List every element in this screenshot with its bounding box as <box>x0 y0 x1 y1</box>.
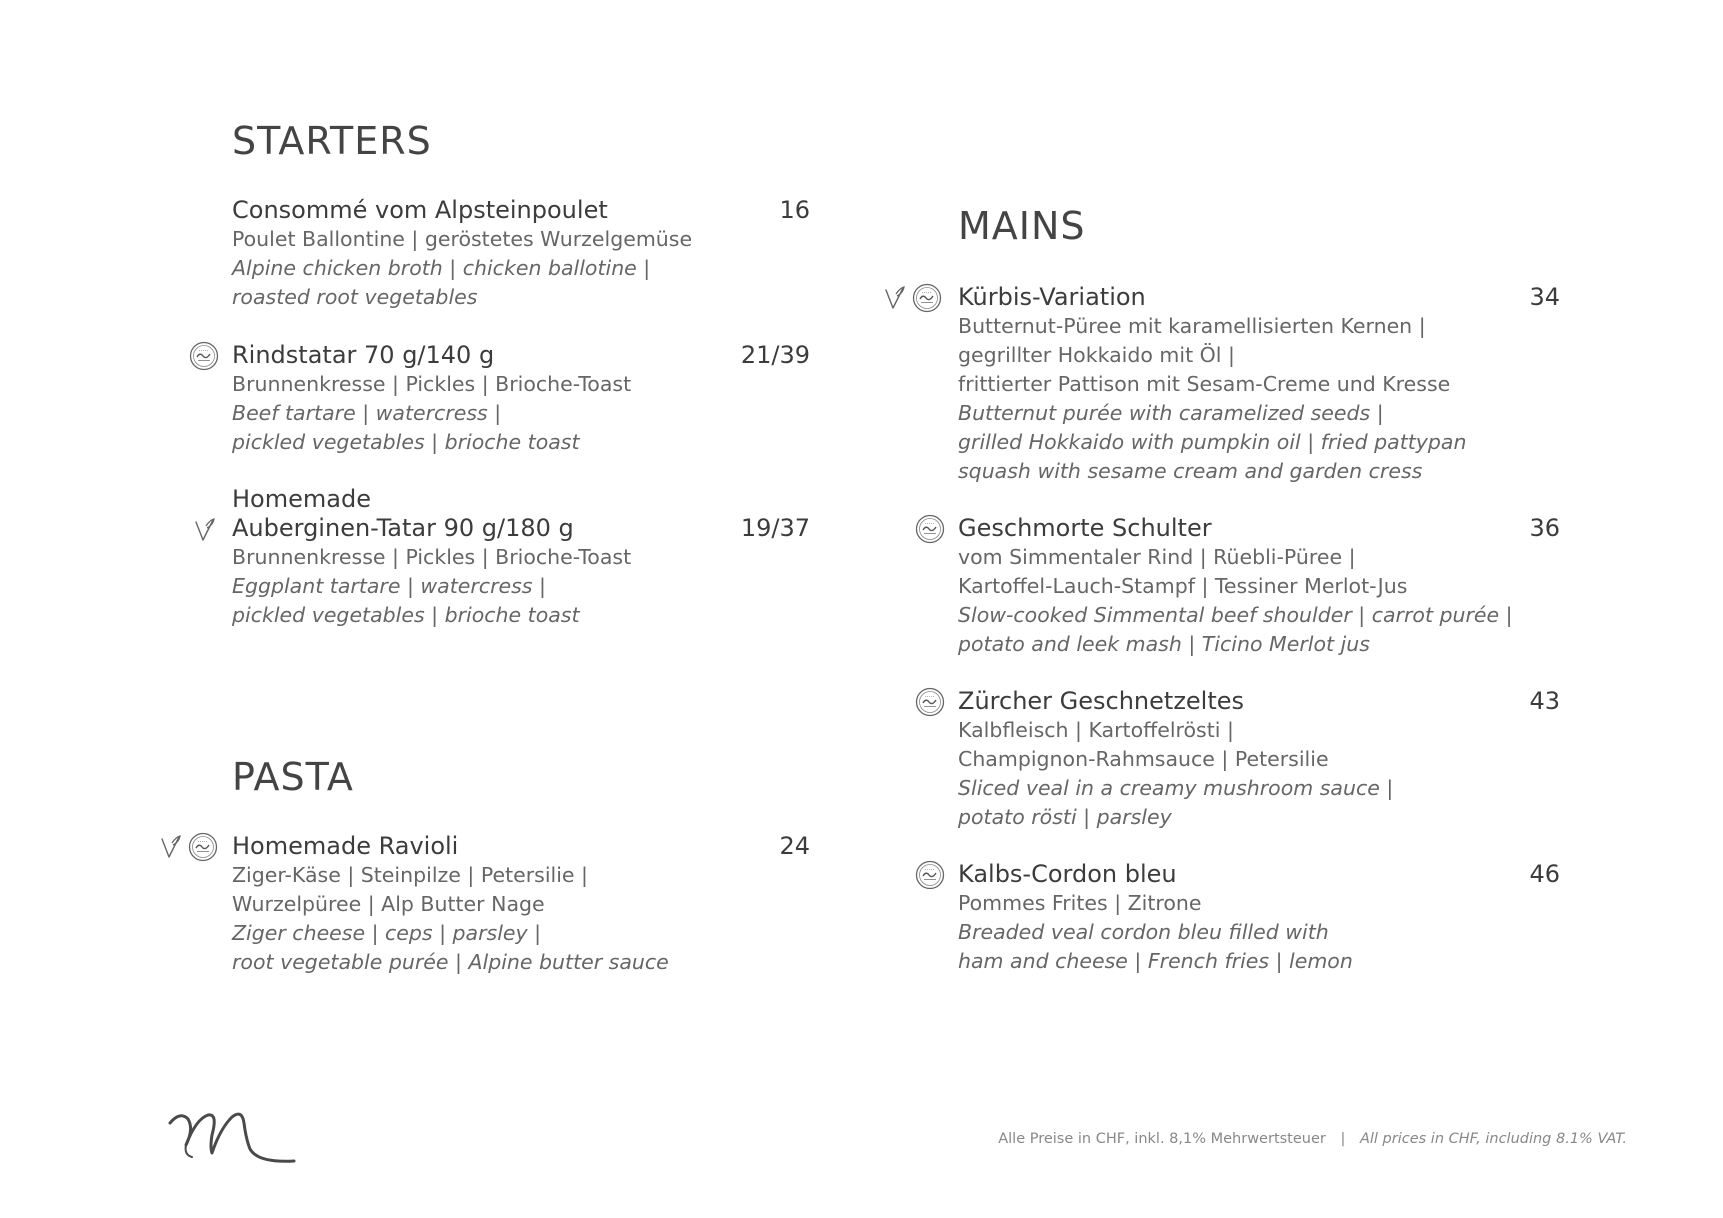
dish-description-en: pickled vegetables | brioche toast <box>232 430 580 454</box>
menu-item-zuercher-geschnetzeltes <box>958 687 1560 832</box>
m-script-logo <box>166 1105 298 1165</box>
dish-price: 36 <box>1529 514 1560 542</box>
dish-description-en: Alpine chicken broth | chicken ballotine | <box>232 256 651 280</box>
dish-description-de: Wurzelpüree | Alp Butter Nage <box>232 892 545 916</box>
dish-description-en: Eggplant tartare | watercress | <box>232 574 546 598</box>
pasta-title: PASTA <box>232 755 354 799</box>
dish-price: 21/39 <box>740 341 810 369</box>
dish-description-de: Brunnenkresse | Pickles | Brioche-Toast <box>232 372 632 396</box>
dish-price: 16 <box>779 196 810 224</box>
menu-item-auberginen-tatar <box>232 485 810 630</box>
menu-item-kalbs-cordon-bleu <box>958 860 1560 976</box>
dish-description-en: potato and leek mash | Ticino Merlot jus <box>958 632 1370 656</box>
dish-description-de: gegrillter Hokkaido mit Öl | <box>958 343 1235 367</box>
dish-name-line1: Homemade <box>232 485 371 513</box>
footer-note-en: All prices in CHF, including 8.1% VAT. <box>1359 1131 1627 1147</box>
dish-description-de: Kalbfleisch | Kartoffelrösti | <box>958 718 1234 742</box>
dish-name: Kalbs-Cordon bleu <box>958 860 1177 888</box>
dish-description-en: Sliced veal in a creamy mushroom sauce | <box>958 776 1394 800</box>
footer-separator: | <box>1340 1131 1346 1147</box>
mains-title: MAINS <box>958 204 1086 248</box>
dish-description-en: ham and cheese | French fries | lemon <box>958 949 1353 973</box>
dish-price: 24 <box>779 832 810 860</box>
dish-description-en: Beef tartare | watercress | <box>232 401 502 425</box>
dish-description-de: Champignon-Rahmsauce | Petersilie <box>958 747 1329 771</box>
starters-title: STARTERS <box>232 119 432 163</box>
local-seal-icon <box>915 860 945 890</box>
dish-price: 46 <box>1529 860 1560 888</box>
dish-name: Auberginen-Tatar 90 g/180 g <box>232 514 574 542</box>
dish-description-de: Kartoffel-Lauch-Stampf | Tessiner Merlot-Jus <box>958 574 1408 598</box>
leaf-v-icon <box>884 285 906 311</box>
dish-name: Rindstatar 70 g/140 g <box>232 341 495 369</box>
dish-description-de: Pommes Frites | Zitrone <box>958 891 1202 915</box>
menu-item-kuerbis-variation <box>958 283 1560 486</box>
dish-name: Kürbis-Variation <box>958 283 1146 311</box>
dish-price: 34 <box>1529 283 1560 311</box>
menu-item-consomme <box>232 196 810 312</box>
menu-item-rindstatar <box>232 341 810 457</box>
dish-description-de: frittierter Pattison mit Sesam-Creme und Kresse <box>958 372 1451 396</box>
dish-price: 19/37 <box>740 514 810 542</box>
local-seal-icon <box>915 687 945 717</box>
dish-name: Geschmorte Schulter <box>958 514 1212 542</box>
dish-description-en: root vegetable purée | Alpine butter sauce <box>232 950 669 974</box>
footer-note-de: Alle Preise in CHF, inkl. 8,1% Mehrwertsteuer <box>998 1131 1326 1147</box>
dish-description-en: Ziger cheese | ceps | parsley | <box>232 921 542 945</box>
leaf-v-icon <box>194 517 216 543</box>
dish-price: 43 <box>1529 687 1560 715</box>
dish-description-de: Ziger-Käse | Steinpilze | Petersilie | <box>232 863 588 887</box>
local-seal-icon <box>915 514 945 544</box>
footer-price-note <box>998 1131 1627 1147</box>
menu-item-ravioli <box>232 832 810 977</box>
dish-description-en: roasted root vegetables <box>232 285 478 309</box>
menu-item-geschmorte-schulter <box>958 514 1560 659</box>
dish-description-en: squash with sesame cream and garden cress <box>958 459 1423 483</box>
dish-description-en: pickled vegetables | brioche toast <box>232 603 580 627</box>
dish-description-en: Breaded veal cordon bleu filled with <box>958 920 1329 944</box>
dish-description-de: Poulet Ballontine | geröstetes Wurzelgemüse <box>232 227 693 251</box>
dish-description-de: Brunnenkresse | Pickles | Brioche-Toast <box>232 545 632 569</box>
dish-description-de: Butternut-Püree mit karamellisierten Kernen | <box>958 314 1426 338</box>
local-seal-icon <box>188 832 218 862</box>
local-seal-icon <box>189 341 219 371</box>
dish-name: Consommé vom Alpsteinpoulet <box>232 196 608 224</box>
dish-description-en: potato rösti | parsley <box>958 805 1172 829</box>
dish-description-de: vom Simmentaler Rind | Rüebli-Püree | <box>958 545 1356 569</box>
dish-description-en: Butternut purée with caramelized seeds | <box>958 401 1384 425</box>
local-seal-icon <box>912 283 942 313</box>
dish-description-en: grilled Hokkaido with pumpkin oil | fried pattypan <box>958 430 1467 454</box>
leaf-v-icon <box>160 834 182 860</box>
dish-description-en: Slow-cooked Simmental beef shoulder | carrot purée | <box>958 603 1513 627</box>
dish-name: Zürcher Geschnetzeltes <box>958 687 1245 715</box>
dish-name: Homemade Ravioli <box>232 832 459 860</box>
